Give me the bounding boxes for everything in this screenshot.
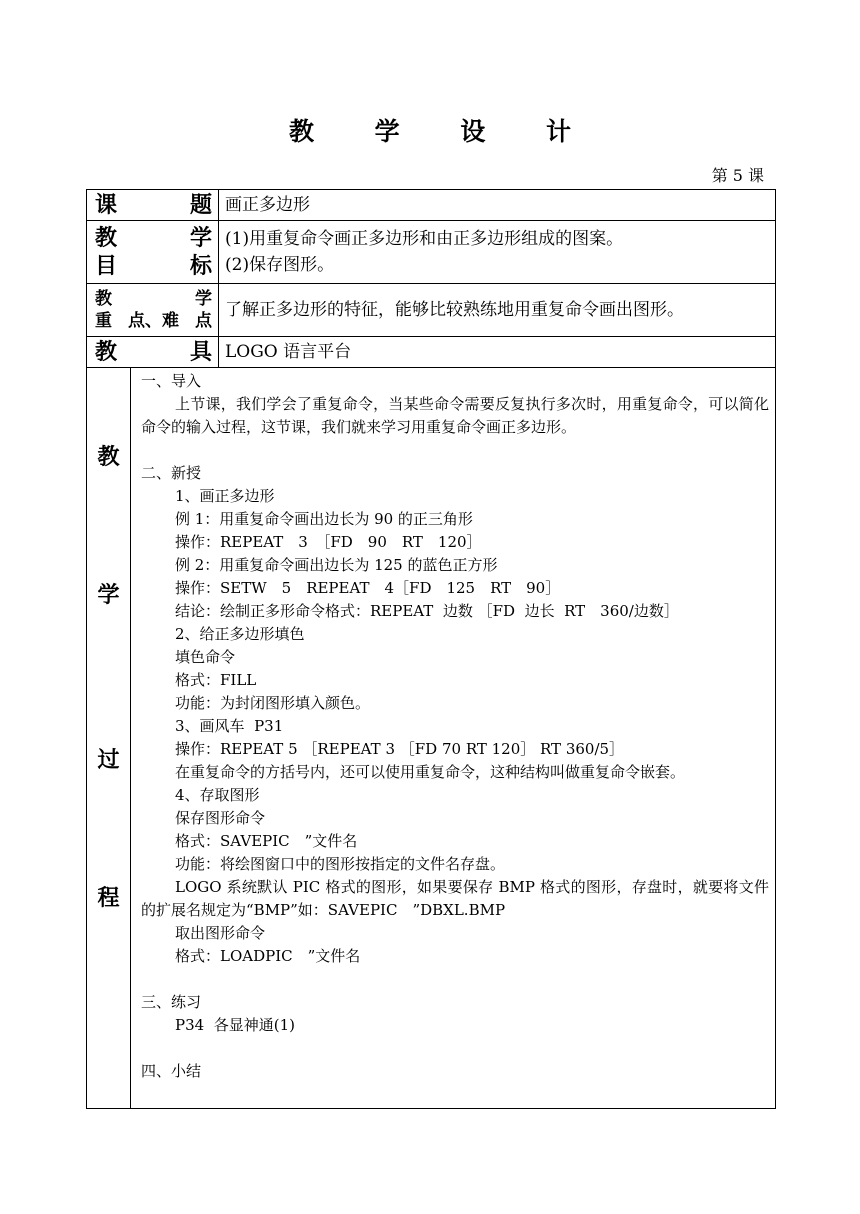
key-points-row <box>87 284 776 337</box>
goals-label: 教 学 目 标 <box>87 221 219 284</box>
text-line: P34 各显神通(1) <box>175 1016 295 1034</box>
text-line: 结论：绘制正多形命令格式：REPEAT 边数 ［FD 边长 RT 360/边数］ <box>175 602 679 620</box>
goals-value <box>219 221 776 284</box>
lesson-num: 5 <box>732 166 743 185</box>
text-line: 例 2：用重复命令画出边长为 125 的蓝色正方形 <box>175 556 498 574</box>
lesson-plan-table <box>86 189 776 1109</box>
section-heading: 一、导入 <box>141 372 202 390</box>
goals-row <box>87 221 776 284</box>
section-heading: 四、小结 <box>141 1062 202 1080</box>
goal-line-2: (2)保存图形。 <box>225 255 335 275</box>
text-line: 取出图形命令 <box>175 924 266 942</box>
section-heading: 二、新授 <box>141 464 202 482</box>
process-row <box>87 368 776 1109</box>
tools-label: 教 具 <box>87 337 219 368</box>
tools-value: LOGO 语言平台 <box>219 337 776 368</box>
text-line: 保存图形命令 <box>175 809 266 827</box>
goal-line-1: (1)用重复命令画正多边形和由正多边形组成的图案。 <box>225 229 624 249</box>
text-line: 填色命令 <box>175 648 236 666</box>
text-line: 例 1：用重复命令画出边长为 90 的正三角形 <box>175 510 473 528</box>
topic-row <box>87 190 776 221</box>
process-content <box>131 368 776 1109</box>
lesson-prefix: 第 <box>711 166 728 185</box>
text-line: 4、存取图形 <box>175 786 260 804</box>
topic-value: 画正多边形 <box>219 190 776 221</box>
topic-label: 课 题 <box>87 190 219 221</box>
section-heading: 三、练习 <box>141 993 202 1011</box>
text-line: 1、画正多边形 <box>175 487 275 505</box>
key-points-label: 教 学 重 点、难 点 <box>87 284 219 337</box>
lesson-number <box>707 163 764 186</box>
text-line: 操作：SETW 5 REPEAT 4［FD 125 RT 90］ <box>175 579 561 597</box>
page-title: 教 学 设 计 <box>288 117 598 146</box>
lesson-suffix: 课 <box>747 166 764 185</box>
text-line: 功能：为封闭图形填入颜色。 <box>175 694 371 712</box>
text-line: 格式：LOADPIC ”文件名 <box>175 947 361 965</box>
text-line: 3、画风车 P31 <box>175 717 284 735</box>
text-line: 2、给正多边形填色 <box>175 625 305 643</box>
text-line: 功能：将绘图窗口中的图形按指定的文件名存盘。 <box>175 855 506 873</box>
tools-row <box>87 337 776 368</box>
text-line: 格式：SAVEPIC ”文件名 <box>175 832 358 850</box>
text-line: 操作：REPEAT 5 ［REPEAT 3 ［FD 70 RT 120］ RT 360/5］ <box>175 740 625 758</box>
paragraph: LOGO 系统默认 PIC 格式的图形，如果要保存 BMP 格式的图形，存盘时，就要将文件的扩展名规定为“BMP”如：SAVEPIC ”DBXL.BMP <box>141 878 769 919</box>
text-line: 格式：FILL <box>175 671 257 689</box>
text-line: 在重复命令的方括号内，还可以使用重复命令，这种结构叫做重复命令嵌套。 <box>175 763 686 781</box>
paragraph: 上节课，我们学会了重复命令，当某些命令需要反复执行多次时，用重复命令，可以简化命令的输入过程，这节课，我们就来学习用重复命令画正多边形。 <box>141 395 769 436</box>
key-points-value: 了解正多边形的特征，能够比较熟练地用重复命令画出图形。 <box>219 284 776 337</box>
process-label: 教 学 过 程 <box>87 368 131 1109</box>
text-line: 操作：REPEAT 3 ［FD 90 RT 120］ <box>175 533 482 551</box>
